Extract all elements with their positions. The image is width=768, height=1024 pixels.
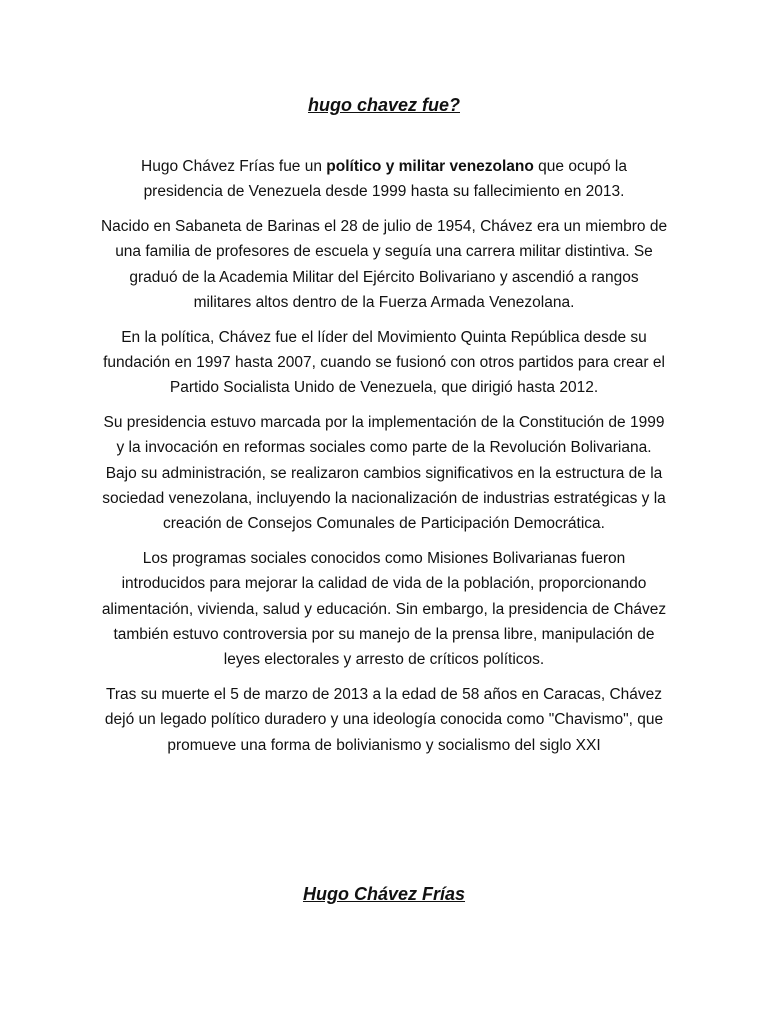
document-title: hugo chavez fue? bbox=[307, 95, 460, 115]
paragraph-legacy: Tras su muerte el 5 de marzo de 2013 a la edad de 58 años en Caracas, Chávez dejó un legado político duradero y una ideología conocida como "Chavismo", que promueve una forma de bolivianismo y socialismo del siglo XXI bbox=[104, 686, 664, 754]
document-body bbox=[100, 154, 668, 768]
paragraph-birth: Nacido en Sabaneta de Barinas el 28 de julio de 1954, Chávez era un miembro de una familia de profesores de escuela y seguía una carrera militar distintiva. Se graduó de la Academia Militar del Ejército Bolivariano y ascendió a rangos militares altos dentro de la Fuerza Armada Venezolana. bbox=[100, 218, 668, 311]
paragraph-politics: En la política, Chávez fue el líder del Movimiento Quinta República desde su fundación en 1997 hasta 2007, cuando se fusionó con otros partidos para crear el Partido Socialista Unido de Venezuela, que dirigió hasta 2012. bbox=[103, 328, 665, 397]
intro-bold-text: político y militar venezolano bbox=[326, 158, 534, 175]
paragraph-programs: Los programas sociales conocidos como Misiones Bolivarianas fueron introducidos para mejorar la calidad de vida de la población, proporcionando alimentación, vivienda, salud y educación. Sin embargo, la presidencia de Chávez también estuvo controversia por su manejo de la prensa libre, manipulación de leyes electorales y arresto de críticos políticos. bbox=[101, 550, 667, 669]
paragraph-intro bbox=[100, 154, 668, 205]
paragraph-presidency: Su presidencia estuvo marcada por la implementación de la Constitución de 1999 y la invocación en reformas sociales como parte de la Revolución Bolivariana. Bajo su administración, se realizaron cambios significativos en la estructura de la sociedad venezolana, incluyendo la nacionalización de industrias estratégicas y la creación de Consejos Comunales de Participación Democrática. bbox=[102, 414, 666, 533]
intro-text-end: que ocupó la presidencia de Venezuela desde 1999 hasta su fallecimiento en 2013. bbox=[143, 158, 627, 201]
section-heading: Hugo Chávez Frías bbox=[302, 884, 466, 904]
intro-text-start: Hugo Chávez Frías fue un bbox=[141, 158, 327, 175]
